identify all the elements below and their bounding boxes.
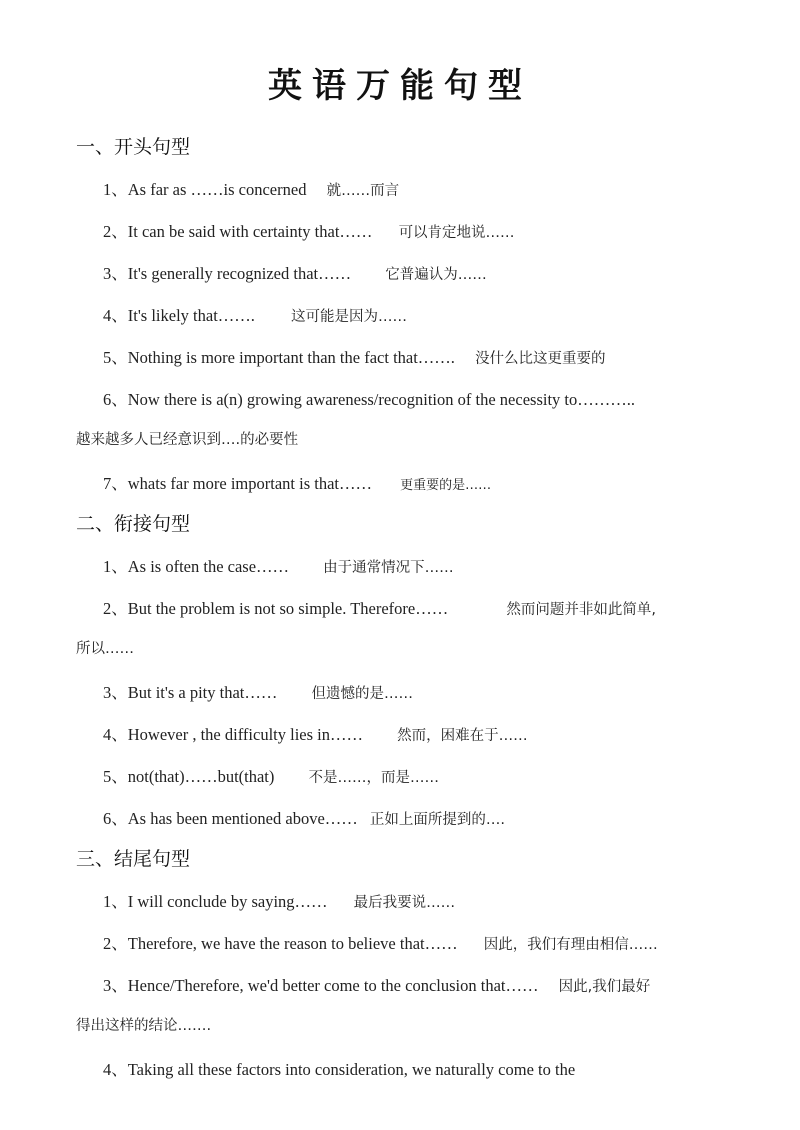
- sentence-english: 6、Now there is a(n) growing awareness/recognition of the necessity to………..: [103, 390, 635, 409]
- sentence-english: 5、Nothing is more important than the fact that…….: [103, 348, 455, 367]
- sentence-english: 1、As is often the case……: [103, 557, 290, 576]
- sentence-english: 4、Taking all these factors into consideration, we naturally come to the: [103, 1060, 576, 1079]
- list-item: [103, 888, 726, 912]
- sentence-english: 1、I will conclude by saying……: [103, 892, 328, 911]
- sentence-chinese: 不是……，而是……: [308, 770, 440, 786]
- sentence-chinese: 正如上面所提到的….: [369, 812, 506, 828]
- list-item: [103, 721, 726, 745]
- sentence-english: 2、Therefore, we have the reason to believe that……: [103, 934, 458, 953]
- list-item: [103, 302, 726, 326]
- list-item: [103, 763, 726, 787]
- list-item: [103, 972, 726, 996]
- list-item: [103, 805, 726, 829]
- sentence-english: 7、whats far more important is that……: [103, 474, 372, 493]
- sentence-chinese: 没什么比这更重要的: [475, 351, 606, 367]
- list-item: [103, 176, 726, 200]
- sentence-chinese: 就……而言: [326, 183, 400, 199]
- list-item: [103, 386, 726, 410]
- list-item: [103, 218, 726, 242]
- sentence-chinese: 但遗憾的是……: [311, 686, 414, 702]
- list-item: [103, 260, 726, 284]
- sentence-english: 3、It's generally recognized that……: [103, 264, 352, 283]
- sentence-chinese-continuation: 越来越多人已经意识到….的必要性: [76, 432, 299, 448]
- section-heading-transition: 二、衔接句型: [76, 513, 191, 535]
- page-title: 英语万能句型: [268, 66, 532, 106]
- list-item: [103, 470, 726, 494]
- sentence-chinese: 因此，我们有理由相信……: [483, 937, 658, 953]
- sentence-chinese: 更重要的是……: [400, 478, 492, 493]
- list-item: [103, 679, 726, 703]
- sentence-english: 4、It's likely that…….: [103, 306, 255, 325]
- sentence-chinese: 这可能是因为……: [291, 309, 408, 325]
- sentence-english: 3、But it's a pity that……: [103, 683, 278, 702]
- sentence-chinese-continuation: 所以……: [76, 641, 134, 657]
- sentence-chinese-continuation: 得出这样的结论…….: [76, 1018, 212, 1034]
- section-heading-closing: 三、结尾句型: [76, 848, 191, 870]
- section-heading-opening: 一、开头句型: [76, 136, 191, 158]
- sentence-english: 4、However , the difficulty lies in……: [103, 725, 363, 744]
- sentence-english: 6、As has been mentioned above……: [103, 809, 358, 828]
- sentence-english: 3、Hence/Therefore, we'd better come to the conclusion that……: [103, 976, 539, 995]
- list-item: [103, 930, 726, 954]
- list-item: [103, 595, 726, 619]
- sentence-english: 1、As far as ……is concerned: [103, 180, 307, 199]
- sentence-english: 5、not(that)……but(that): [103, 767, 275, 786]
- sentence-chinese: 最后我要说……: [353, 895, 456, 911]
- sentence-chinese: 然而，困难在于……: [397, 728, 528, 744]
- sentence-chinese: 然而问题并非如此简单,: [506, 602, 656, 618]
- sentence-chinese: 它普遍认为……: [385, 267, 487, 283]
- sentence-chinese: 因此,我们最好: [558, 979, 651, 995]
- sentence-chinese: 由于通常情况下……: [323, 560, 454, 576]
- sentence-english: 2、It can be said with certainty that……: [103, 222, 373, 241]
- list-item: [103, 344, 726, 368]
- list-item: [103, 1056, 726, 1080]
- sentence-chinese: 可以肯定地说……: [398, 225, 515, 241]
- sentence-english: 2、But the problem is not so simple. Therefore……: [103, 599, 449, 618]
- list-item: [103, 553, 726, 577]
